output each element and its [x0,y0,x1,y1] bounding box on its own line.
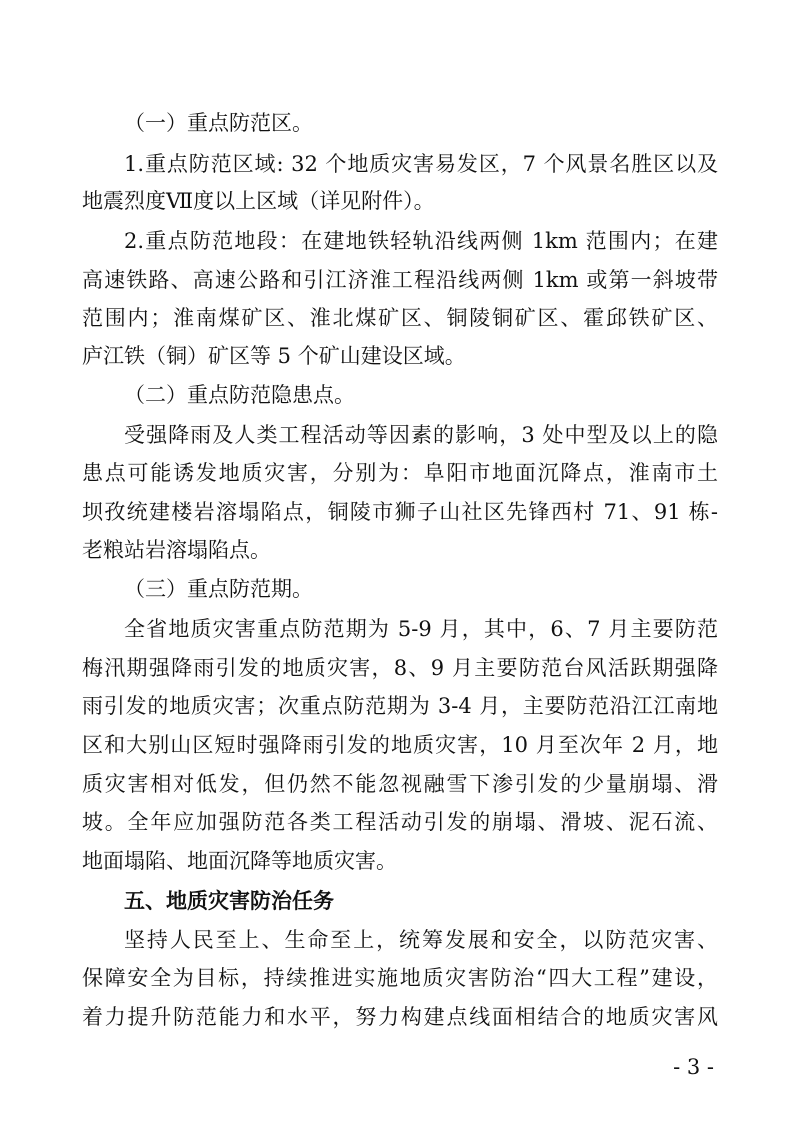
paragraph-line: 老粮站岩溶塌陷点。 [82,538,271,562]
paragraph-line: 坚持人民至上、生命至上，统筹发展和安全，以防范灾害、 [124,928,718,952]
paragraph-line: 梅汛期强降雨引发的地质灾害，8、9 月主要防范台风活跃期强降 [82,656,718,680]
paragraph-line: 全省地质灾害重点防范期为 5-9 月，其中，6、7 月主要防范 [124,617,718,641]
paragraph-line: 坝孜统建楼岩溶塌陷点，铜陵市狮子山社区先锋西村 71、91 栋- [82,500,718,524]
paragraph-line: 地震烈度Ⅶ度以上区域（详见附件）。 [82,189,435,213]
section-heading-key-prevention-areas: （一）重点防范区。 [124,111,313,135]
paragraph-line: 地面塌陷、地面沉降等地质灾害。 [82,849,397,873]
paragraph-line: 范围内；淮南煤矿区、淮北煤矿区、铜陵铜矿区、霍邱铁矿区、 [82,306,718,330]
section-heading-prevention-tasks: 五、地质灾害防治任务 [124,888,334,913]
section-heading-key-hazard-points: （二）重点防范隐患点。 [124,383,355,407]
paragraph-line: 区和大别山区短时强降雨引发的地质灾害，10 月至次年 2 月，地 [82,733,718,757]
page-number: - 3 - [673,1055,714,1079]
paragraph-line: 坡。全年应加强防范各类工程活动引发的崩塌、滑坡、泥石流、 [82,810,718,834]
paragraph-line: 着力提升防范能力和水平，努力构建点线面相结合的地质灾害风 [82,1005,718,1029]
paragraph-line: 患点可能诱发地质灾害，分别为：阜阳市地面沉降点，淮南市土 [82,461,718,485]
paragraph-line: 保障安全为目标，持续推进实施地质灾害防治“四大工程”建设， [82,966,718,990]
section-heading-key-prevention-period: （三）重点防范期。 [124,577,313,601]
paragraph-line: 雨引发的地质灾害；次重点防范期为 3-4 月，主要防范沿江江南地 [82,694,718,718]
paragraph-line: 质灾害相对低发，但仍然不能忽视融雪下渗引发的少量崩塌、滑 [82,772,718,796]
paragraph-line: 庐江铁（铜）矿区等 5 个矿山建设区域。 [82,344,466,368]
paragraph-line: 1.重点防范区域: 32 个地质灾害易发区，7 个风景名胜区以及 [124,152,718,176]
paragraph-line: 高速铁路、高速公路和引江济淮工程沿线两侧 1km 或第一斜坡带 [82,268,718,292]
paragraph-line: 受强降雨及人类工程活动等因素的影响，3 处中型及以上的隐 [124,423,718,447]
paragraph-line: 2.重点防范地段：在建地铁轻轨沿线两侧 1km 范围内；在建 [124,229,718,253]
